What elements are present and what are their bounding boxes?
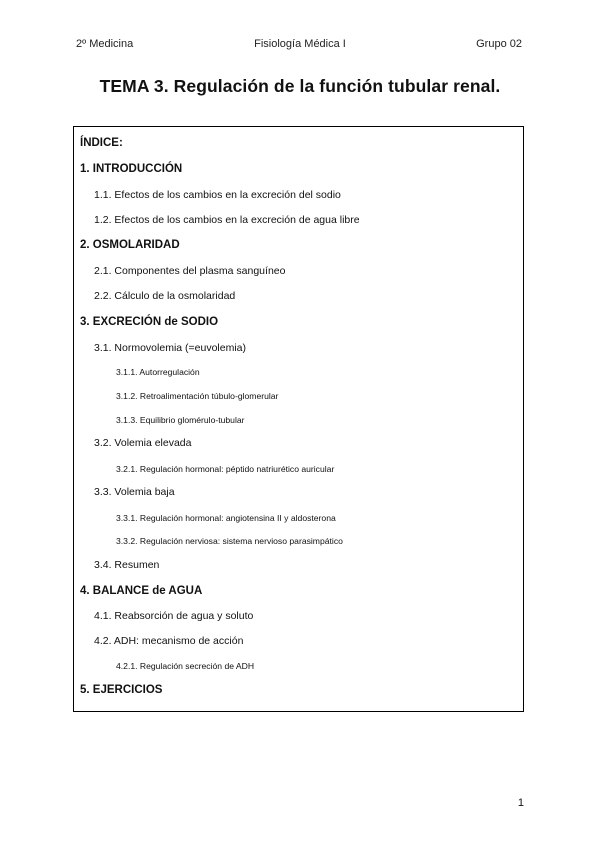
toc-item: 3. EXCRECIÓN de SODIO bbox=[80, 316, 219, 328]
toc-item: 3.3. Volemia baja bbox=[94, 486, 175, 498]
toc-item: 2.2. Cálculo de la osmolaridad bbox=[94, 290, 236, 302]
toc-item: 3.2.1. Regulación hormonal: péptido natriurético auricular bbox=[116, 464, 335, 474]
toc-item: 3.1.2. Retroalimentación túbulo-glomerular bbox=[116, 391, 279, 401]
toc-item: 1.2. Efectos de los cambios en la excreción de agua libre bbox=[94, 214, 360, 226]
page-title: TEMA 3. Regulación de la función tubular renal. bbox=[99, 76, 501, 96]
toc-item: 4.2. ADH: mecanismo de acción bbox=[94, 635, 244, 647]
toc-item: 3.1.3. Equilibrio glomérulo-tubular bbox=[116, 415, 245, 425]
toc-item: 3.3.2. Regulación nerviosa: sistema nervioso parasimpático bbox=[116, 536, 343, 546]
toc-item: 1. INTRODUCCIÓN bbox=[80, 163, 183, 175]
toc-item: 3.2. Volemia elevada bbox=[94, 437, 192, 449]
toc-item: 3.4. Resumen bbox=[94, 559, 160, 571]
toc-heading: ÍNDICE: bbox=[80, 137, 123, 149]
toc-item: 2.1. Componentes del plasma sanguíneo bbox=[94, 265, 286, 277]
toc-item: 4.1. Reabsorción de agua y soluto bbox=[94, 610, 254, 622]
toc-item: 5. EJERCICIOS bbox=[80, 684, 163, 696]
header-group: Grupo 02 bbox=[476, 38, 522, 50]
toc-item: 3.3.1. Regulación hormonal: angiotensina II y aldosterona bbox=[116, 513, 336, 523]
toc-item: 3.1. Normovolemia (=euvolemia) bbox=[94, 342, 247, 354]
header-course: 2º Medicina bbox=[76, 38, 134, 50]
toc-item: 4. BALANCE de AGUA bbox=[80, 585, 203, 597]
table-of-contents bbox=[73, 126, 524, 712]
toc-item: 3.1.1. Autorregulación bbox=[116, 367, 200, 377]
toc-item: 1.1. Efectos de los cambios en la excreción del sodio bbox=[94, 189, 341, 201]
toc-item: 4.2.1. Regulación secreción de ADH bbox=[116, 661, 255, 671]
toc-item: 2. OSMOLARIDAD bbox=[80, 239, 180, 251]
header-subject: Fisiología Médica I bbox=[254, 38, 346, 50]
page-number: 1 bbox=[517, 797, 524, 809]
